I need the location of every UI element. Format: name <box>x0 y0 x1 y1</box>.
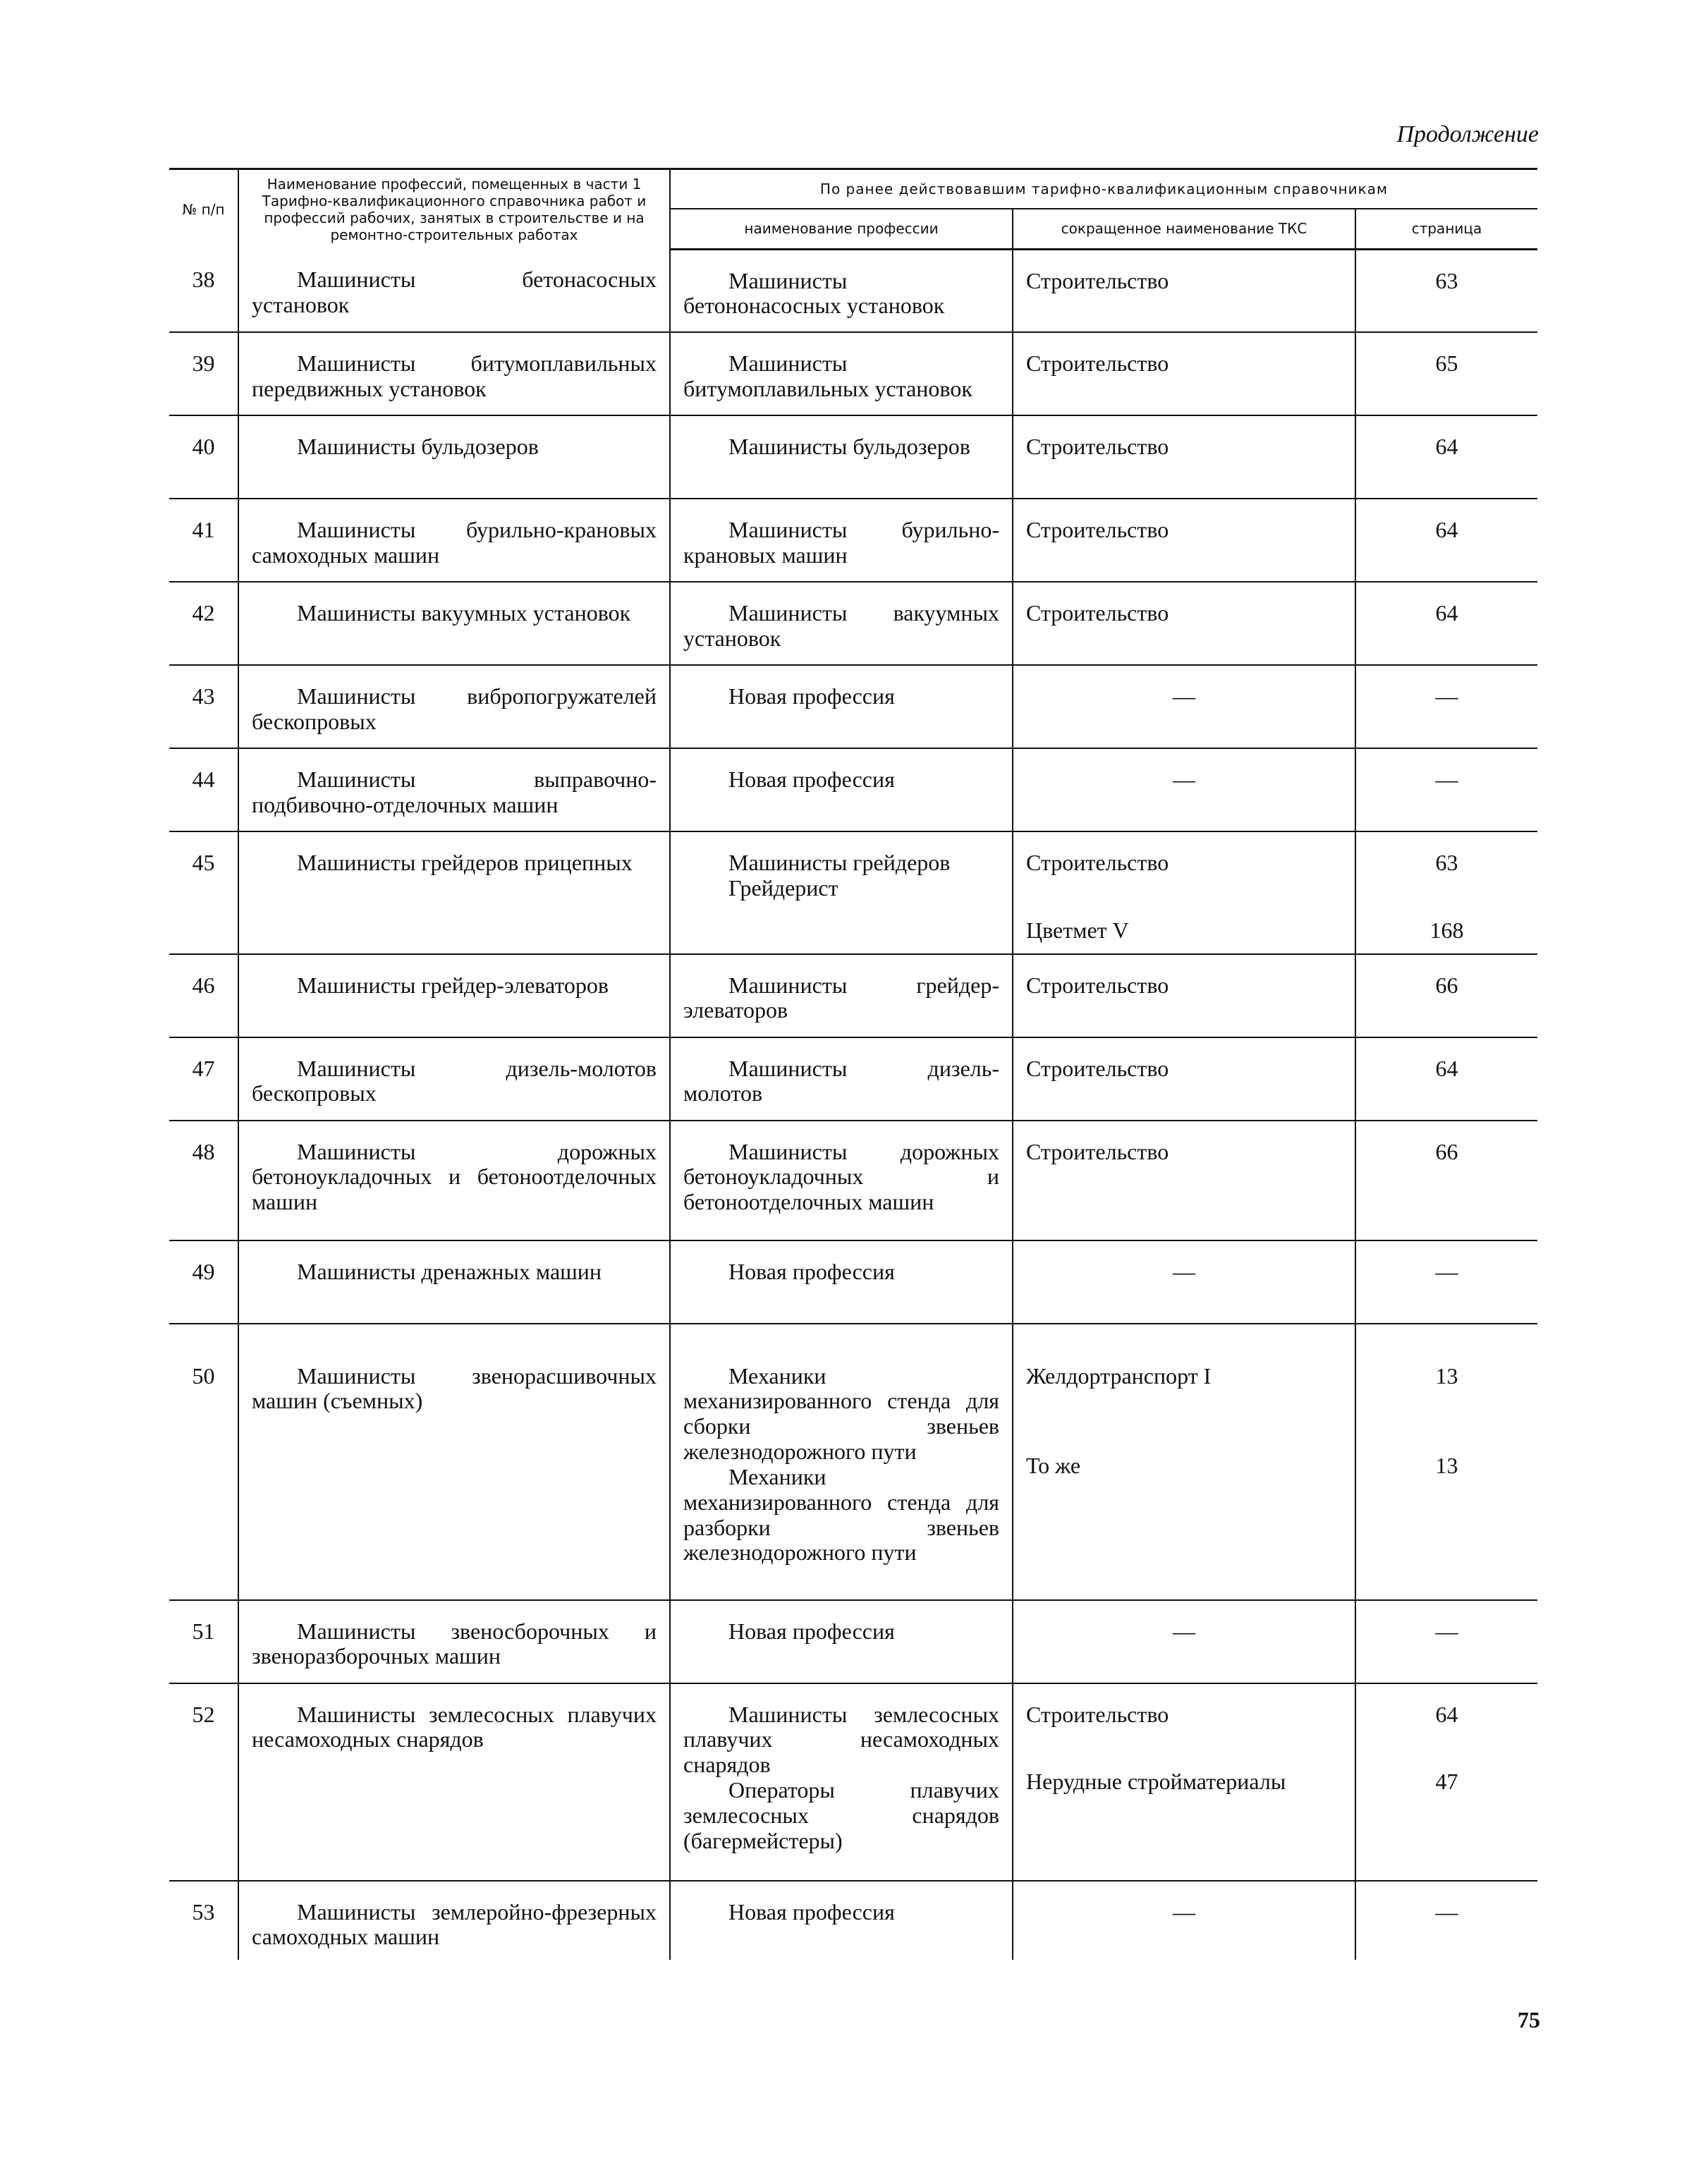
reference-page: 66 <box>1435 972 1458 998</box>
page-cell <box>1355 1037 1537 1121</box>
tks-cell <box>1013 665 1355 748</box>
previous-profession-cell <box>670 748 1013 831</box>
tks-name: Строительство <box>1026 517 1169 542</box>
reference-page: 65 <box>1435 350 1458 376</box>
previous-profession-name: Новая профессия <box>728 1258 895 1284</box>
row-number: 46 <box>192 972 215 998</box>
column-header-profession-name: Наименование профессий, помещенных в части 1 Тарифно-квалификационного справочника работ и профессий рабочих, занятых в строительстве и на ремонтно-строительных работах <box>238 169 670 250</box>
profession-name: Машинисты звеносборочных и звеноразборочных машин <box>238 1600 670 1683</box>
tks-cell <box>1013 1683 1355 1881</box>
tks-cell <box>1013 954 1355 1037</box>
tks-name: То же <box>1026 1453 1081 1479</box>
row-number: 45 <box>192 850 215 875</box>
tks-cell <box>1013 1037 1355 1121</box>
tks-cell <box>1013 831 1355 954</box>
tks-name: Желдортранспорт I <box>1026 1362 1212 1389</box>
tks-cell <box>1013 499 1355 582</box>
previous-profession-cell <box>670 1600 1013 1683</box>
row-number: 49 <box>192 1258 215 1284</box>
previous-profession-name: Операторы плавучих землесосных снарядов (багермейстеры) <box>683 1777 999 1853</box>
reference-page: 168 <box>1429 917 1464 943</box>
table-row <box>169 415 1537 499</box>
previous-profession-name: Машинисты бульдозеров <box>728 434 970 459</box>
tks-name: Строительство <box>1026 434 1169 459</box>
reference-page: — <box>1435 683 1458 709</box>
professions-table <box>169 168 1537 1960</box>
row-number: 53 <box>192 1898 215 1925</box>
table-row <box>169 1600 1537 1683</box>
tks-name: — <box>1173 1258 1195 1284</box>
reference-page: 47 <box>1435 1769 1458 1795</box>
table-row <box>169 1881 1537 1960</box>
previous-profession-name: Новая профессия <box>728 767 895 792</box>
reference-page: 64 <box>1435 434 1458 459</box>
previous-profession-name: Машинисты дорожных бетоноукладочных и бетоноотделочных машин <box>683 1138 999 1215</box>
column-header-previous-name: наименование профессии <box>670 209 1013 249</box>
page-cell <box>1355 415 1537 499</box>
reference-page: 13 <box>1435 1453 1458 1479</box>
page-cell <box>1355 831 1537 954</box>
previous-profession-name: Машинисты дизель-молотов <box>683 1055 999 1106</box>
reference-page: — <box>1435 767 1458 792</box>
table-row <box>169 1121 1537 1240</box>
tks-cell <box>1013 332 1355 415</box>
profession-name: Машинисты бурильно-крановых самоходных машин <box>238 499 670 582</box>
column-header-previous-references: По ранее действовавшим тарифно-квалификационным справочникам <box>670 169 1537 209</box>
previous-profession-cell <box>670 954 1013 1037</box>
previous-profession-cell <box>670 665 1013 748</box>
column-header-tks: сокращенное наименование ТКС <box>1013 209 1355 249</box>
page-cell <box>1355 1240 1537 1324</box>
table-header-row <box>169 169 1537 209</box>
tks-name: Строительство <box>1026 350 1169 376</box>
page-cell <box>1355 499 1537 582</box>
tks-name: — <box>1173 1618 1195 1644</box>
continuation-label: Продолжение <box>1396 121 1539 147</box>
tks-name: Строительство <box>1026 1138 1169 1164</box>
tks-cell <box>1013 1324 1355 1600</box>
reference-page: — <box>1435 1258 1458 1284</box>
profession-name: Машинисты вибропогружателей бескопровых <box>238 665 670 748</box>
previous-profession-cell <box>670 1037 1013 1121</box>
previous-profession-cell <box>670 582 1013 665</box>
table-row <box>169 831 1537 954</box>
page-cell <box>1355 748 1537 831</box>
row-number: 38 <box>192 267 215 292</box>
previous-profession-name: Механики механизированного стенда для разборки звеньев железнодорожного пути <box>683 1463 999 1566</box>
profession-name: Машинисты грейдеров прицепных <box>238 831 670 954</box>
page-cell <box>1355 1881 1537 1960</box>
previous-profession-name: Грейдерист <box>728 874 838 901</box>
previous-profession-cell <box>670 332 1013 415</box>
previous-profession-cell <box>670 415 1013 499</box>
profession-name: Машинисты битумоплавильных передвижных установок <box>238 332 670 415</box>
column-header-page: страница <box>1355 209 1537 249</box>
previous-profession-cell <box>670 499 1013 582</box>
page-cell <box>1355 249 1537 332</box>
profession-name: Машинисты землесосных плавучих несамоходных снарядов <box>238 1683 670 1881</box>
profession-name: Машинисты выправочно-подбивочно-отделочных машин <box>238 748 670 831</box>
row-number: 48 <box>192 1138 215 1164</box>
page-cell <box>1355 582 1537 665</box>
table-row <box>169 1324 1537 1600</box>
tks-cell <box>1013 249 1355 332</box>
table-row <box>169 954 1537 1037</box>
table-row <box>169 1037 1537 1121</box>
tks-name: Строительство <box>1026 850 1169 875</box>
table-row <box>169 748 1537 831</box>
tks-name: Строительство <box>1026 1701 1169 1727</box>
profession-name: Машинисты бульдозеров <box>238 415 670 499</box>
previous-profession-cell <box>670 1683 1013 1881</box>
page-cell <box>1355 665 1537 748</box>
tks-cell <box>1013 748 1355 831</box>
previous-profession-name: Новая профессия <box>728 683 895 709</box>
previous-profession-name: Механики механизированного стенда для сборки звеньев железнодорожного пути <box>683 1362 999 1465</box>
tks-cell <box>1013 1121 1355 1240</box>
page-cell <box>1355 1324 1537 1600</box>
row-number: 43 <box>192 683 215 709</box>
page-cell <box>1355 954 1537 1037</box>
previous-profession-name: Машинисты грейдер-элеваторов <box>683 972 999 1023</box>
row-number: 39 <box>192 350 215 376</box>
previous-profession-name: Машинисты бурильно-крановых машин <box>683 517 999 568</box>
table-row <box>169 665 1537 748</box>
previous-profession-name: Новая профессия <box>728 1898 895 1925</box>
profession-name: Машинисты дизель-молотов бескопровых <box>238 1037 670 1121</box>
column-header-number: № п/п <box>169 169 238 250</box>
table-row <box>169 1683 1537 1881</box>
previous-profession-name: Машинисты битумоплавильных установок <box>683 350 972 401</box>
reference-page: — <box>1435 1898 1458 1925</box>
previous-profession-cell <box>670 1240 1013 1324</box>
previous-profession-cell <box>670 831 1013 954</box>
previous-profession-name: Машинисты грейдеров <box>728 850 951 875</box>
previous-profession-name: Новая профессия <box>728 1618 895 1644</box>
reference-page: 64 <box>1435 600 1458 626</box>
table-row <box>169 249 1537 332</box>
profession-name: Машинисты звенорасшивочных машин (съемных) <box>238 1324 670 1600</box>
row-number: 41 <box>192 517 215 542</box>
table-body <box>169 249 1537 1960</box>
previous-profession-name: Машинисты бетононасосных установок <box>683 267 945 319</box>
reference-page: 64 <box>1435 1701 1458 1727</box>
reference-page: — <box>1435 1618 1458 1644</box>
table-row <box>169 499 1537 582</box>
reference-page: 66 <box>1435 1138 1458 1164</box>
reference-page: 63 <box>1435 267 1458 293</box>
page-number: 75 <box>1518 2007 1540 2032</box>
row-number: 47 <box>192 1055 215 1081</box>
tks-name: Нерудные стройматериалы <box>1026 1769 1286 1795</box>
row-number: 50 <box>192 1362 215 1389</box>
tks-name: Строительство <box>1026 600 1169 626</box>
tks-name: Цветмет V <box>1026 917 1129 943</box>
page-cell <box>1355 1121 1537 1240</box>
table-row <box>169 332 1537 415</box>
profession-name: Машинисты дренажных машин <box>238 1240 670 1324</box>
profession-name: Машинисты бетонасосных установок <box>238 249 670 332</box>
tks-cell <box>1013 1881 1355 1960</box>
page-cell <box>1355 1683 1537 1881</box>
row-number: 52 <box>192 1701 215 1727</box>
reference-page: 64 <box>1435 517 1458 542</box>
reference-page: 64 <box>1435 1055 1458 1081</box>
page-cell <box>1355 332 1537 415</box>
tks-name: Строительство <box>1026 267 1169 293</box>
previous-profession-name: Машинисты вакуумных установок <box>683 600 999 651</box>
tks-cell <box>1013 582 1355 665</box>
profession-name: Машинисты вакуумных установок <box>238 582 670 665</box>
tks-name: — <box>1173 683 1195 709</box>
reference-page: 63 <box>1435 850 1458 875</box>
tks-cell <box>1013 415 1355 499</box>
table-row <box>169 1240 1537 1324</box>
previous-profession-cell <box>670 1121 1013 1240</box>
page-cell <box>1355 1600 1537 1683</box>
profession-name: Машинисты дорожных бетоноукладочных и бетоноотделочных машин <box>238 1121 670 1240</box>
row-number: 44 <box>192 767 215 792</box>
table-row <box>169 582 1537 665</box>
tks-cell <box>1013 1600 1355 1683</box>
tks-name: — <box>1173 1898 1195 1925</box>
row-number: 40 <box>192 434 215 459</box>
tks-name: — <box>1173 767 1195 792</box>
previous-profession-cell <box>670 1324 1013 1600</box>
tks-name: Строительство <box>1026 1055 1169 1081</box>
tks-name: Строительство <box>1026 972 1169 998</box>
profession-name: Машинисты грейдер-элеваторов <box>238 954 670 1037</box>
reference-page: 13 <box>1435 1362 1458 1389</box>
row-number: 51 <box>192 1618 215 1644</box>
row-number: 42 <box>192 600 215 626</box>
previous-profession-cell <box>670 1881 1013 1960</box>
tks-cell <box>1013 1240 1355 1324</box>
previous-profession-name: Машинисты землесосных плавучих несамоходных снарядов <box>683 1701 999 1778</box>
profession-name: Машинисты землеройно-фрезерных самоходных машин <box>238 1881 670 1960</box>
previous-profession-cell <box>670 249 1013 332</box>
